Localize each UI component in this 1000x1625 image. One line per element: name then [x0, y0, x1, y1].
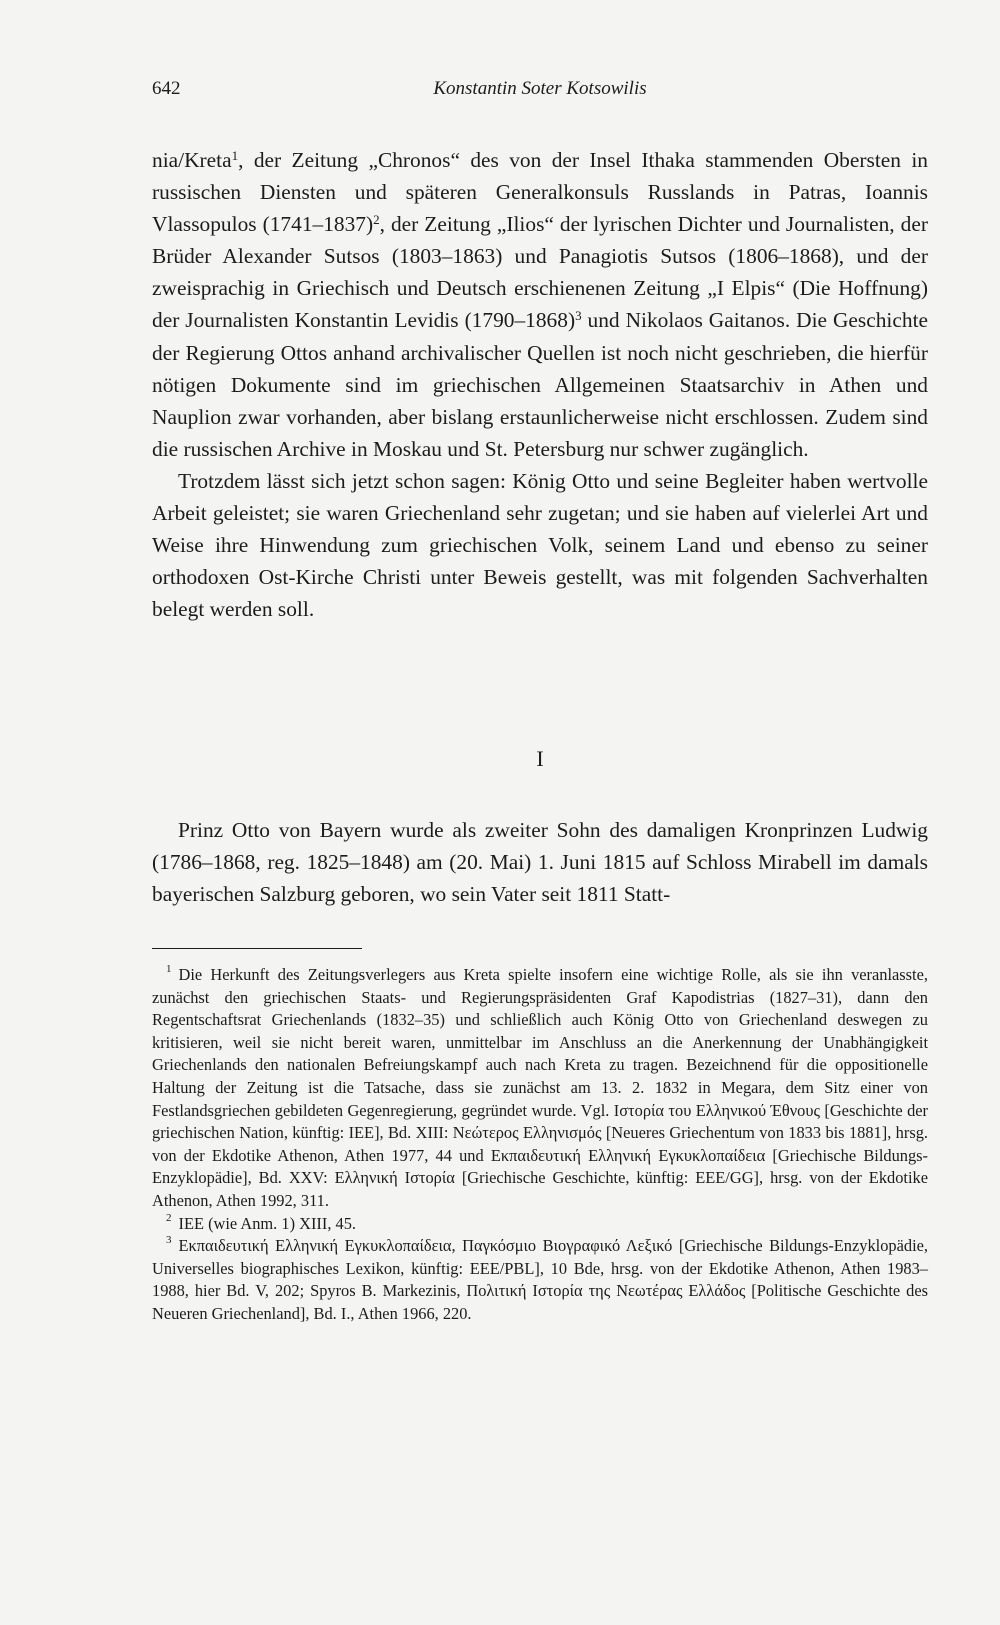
footnote-text: Die Herkunft des Zeitungsverlegers aus Kreta spielte insofern eine wichtige Rolle, als sie ihn veranlasste, zunächst den griechischen Staats- und Regierungspräsidenten Graf Kapodistrias (1827–31), dann den Regentschaftsrat Griechenlands (1832–35) und schließlich auch König Otto von Griechenland deswegen zu kritisieren, weil sie nicht bereit waren, unmittelbar im Anschluss an die Anerkennung der Unabhängigkeit Griechenlands den nationalen Befreiungskampf auch nach Kreta zu tragen. Bezeichnend für die oppositionelle Haltung der Zeitung ist die Tatsache, dass sie zunächst am 13. 2. 1832 in Megara, dem Sitz einer von Festlandsgriechen gebildeten Gegenregierung, gegründet wurde. Vgl. Ιστορία του Ελληνικού Έθνους [Geschichte der griechischen Nation, künftig: IEE], Bd. XIII: Νεώτερος Ελληνισμός [Neueres Griechentum von 1833 bis 1881], hrsg. von der Ekdotike Athenon, Athen 1977, 44 und Εκπαιδευτική Ελληνική Εγκυκλοπαίδεια [Griechische Bildungs-Enzyklopädie], Bd. XXV: Ελληνική Ιστορία [Griechische Geschichte, künftig: EEE/GG], hrsg. von der Ekdotike Athenon, Athen 1992, 311.	[152, 965, 928, 1210]
footnote-reference[interactable]: 2	[373, 212, 380, 228]
page-header	[152, 78, 928, 108]
footnote-text: IEE (wie Anm. 1) XIII, 45.	[178, 1213, 357, 1233]
footnote-number: 2	[166, 1211, 172, 1224]
paragraph: Prinz Otto von Bayern wurde als zweiter Sohn des damaligen Kronprinzen Ludwig (1786–1868, reg. 1825–1848) am (20. Mai) 1. Juni 1815 auf Schloss Mirabell im damals bayerischen Salzburg geboren, wo sein Vater seit 1811 Statt-	[152, 818, 928, 907]
footnotes	[152, 964, 928, 1326]
footnote	[152, 1235, 928, 1325]
footnote	[152, 964, 928, 1213]
page-number: 642	[152, 78, 181, 99]
footnote-number: 1	[166, 963, 172, 975]
footnote-text: Εκπαιδευτική Ελληνική Εγκυκλοπαίδεια, Παγκόσμιο Βιογραφικό Λεξικό [Griechische Bildungs-Enzyklopädie, Universelles biographisches Lexikon, künftig: EEE/PBL], 10 Bde, hrsg. von der Ekdotike Athenon, Athen 1983–1988, hier Bd. V, 202; Spyros B. Markezinis, Πολιτική Ιστορία της Νεωτέρας Ελλάδος [Politische Geschichte des Neueren Griechenland], Bd. I., Athen 1966, 220.	[152, 1236, 928, 1323]
footnote	[152, 1213, 928, 1236]
footnote-number: 3	[166, 1234, 172, 1247]
section-text	[152, 814, 928, 910]
section-heading: I	[536, 746, 544, 771]
main-text	[152, 144, 928, 625]
paragraph: Trotzdem lässt sich jetzt schon sagen: König Otto und seine Begleiter haben wertvolle Arbeit geleistet; sie waren Griechenland sehr zugetan; und sie haben auf vielerlei Art und Weise ihre Hinwendung zum griechischen Volk, seinem Land und ebenso zu seiner orthodoxen Ost-Kirche Christi unter Beweis gestellt, was mit folgenden Sachverhalten belegt werden soll.	[152, 468, 928, 622]
paragraph: nia/Kreta$^1$, der Zeitung „Chronos“ des von der Insel Ithaka stammenden Obersten in russischen Diensten und späteren Generalkonsuls Russlands in Patras, Ioannis Vlassopulos (1741–1837)$^2$, der Zeitung „Ilios“ der lyrischen Dichter und Journalisten, der Brüder Alexander Sutsos (1803–1863) und Panagiotis Sutsos (1806–1868), und der zweisprachig in Griechisch und Deutsch erschienenen Zeitung „I Elpis“ (Die Hoffnung) der Journalisten Konstantin Levidis (1790–1868)$^3$ und Nikolaos Gaitanos. Die Geschichte der Regierung Ottos anhand archivalischer Quellen ist noch nicht geschrieben, die hierfür nötigen Dokumente sind im griechischen Allgemeinen Staatsarchiv in Athen und Nauplion zwar vorhanden, aber bislang erstaunlicherweise nicht erschlossen. Zudem sind die russischen Archive in Moskau und St. Petersburg nur schwer zugänglich.	[152, 148, 928, 461]
footnote-divider	[152, 948, 362, 949]
footnote-reference[interactable]: 3	[575, 308, 582, 324]
running-head: Konstantin Soter Kotsowilis	[433, 78, 647, 99]
footnote-reference[interactable]: 1	[231, 148, 239, 163]
